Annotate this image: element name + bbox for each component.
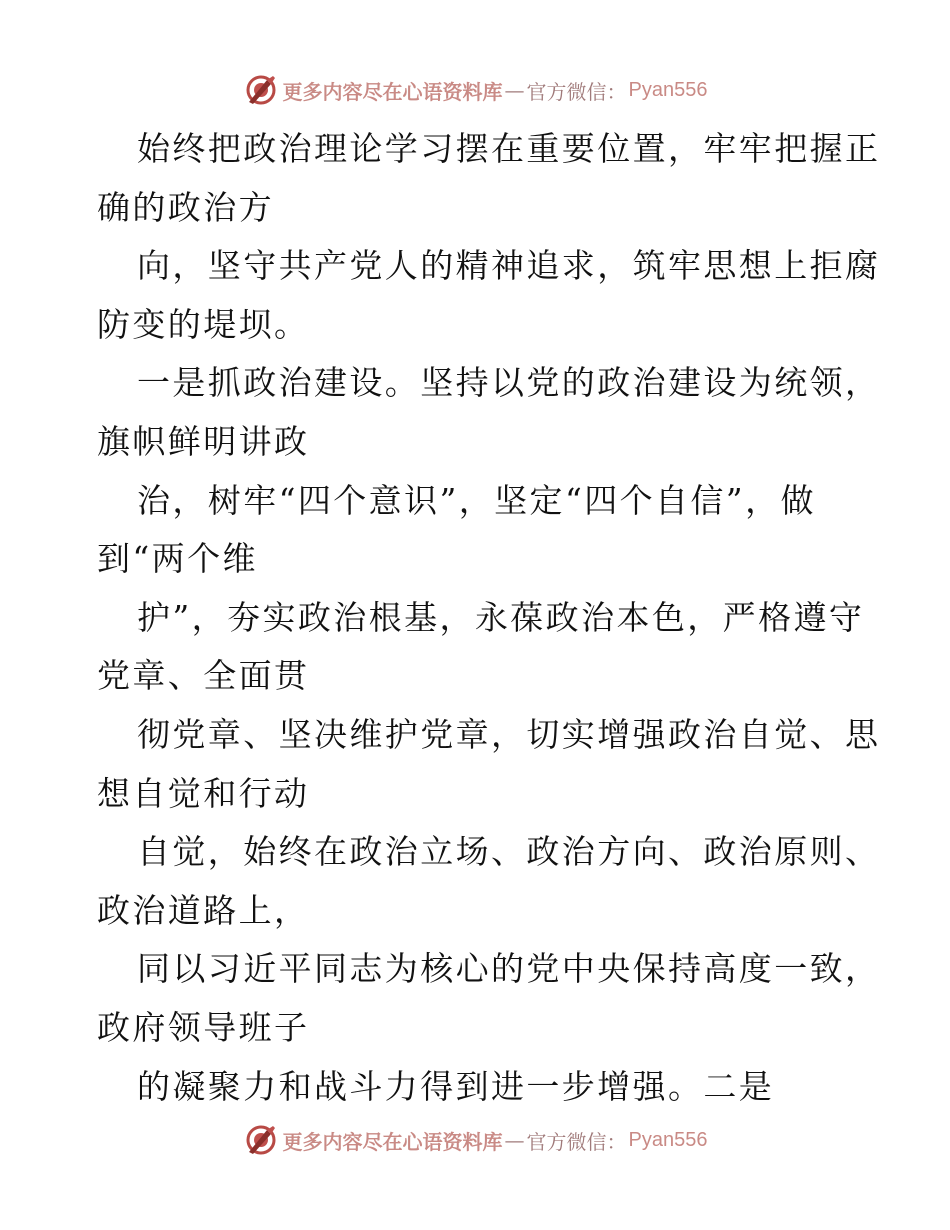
watermark-wechat-id: Pyan556: [628, 1128, 708, 1151]
text-line: 防变的堤坝。: [97, 304, 310, 344]
watermark-title: 更多内容尽在心语资料库: [282, 79, 503, 104]
pen-logo-icon: [243, 1122, 279, 1158]
watermark-wechat-id: Pyan556: [628, 78, 708, 101]
text-line: 政治道路上，: [97, 890, 310, 930]
pen-logo-icon: [243, 72, 279, 108]
text-line: 党章、全面贯: [97, 656, 310, 696]
text-line: 确的政治方: [97, 187, 274, 227]
watermark-wechat-label: 官方微信：: [526, 1129, 627, 1154]
footer-watermark: [0, 1118, 950, 1162]
text-line: 的凝聚力和战斗力得到进一步增强。二是: [137, 1066, 775, 1106]
text-line: 彻党章、坚决维护党章，切实增强政治自觉、思: [137, 714, 881, 754]
text-line: 一是抓政治建设。坚持以党的政治建设为统领，: [137, 363, 881, 403]
text-line: 同以习近平同志为核心的党中央保持高度一致，: [137, 949, 881, 989]
watermark-wechat-label: 官方微信：: [526, 79, 627, 104]
watermark-title: 更多内容尽在心语资料库: [282, 1129, 503, 1154]
text-line: 护”，夯实政治根基，永葆政治本色，严格遵守: [137, 597, 865, 637]
text-line: 旗帜鲜明讲政: [97, 421, 310, 461]
text-line: 政府领导班子: [97, 1007, 310, 1047]
text-line: 自觉，始终在政治立场、政治方向、政治原则、: [137, 832, 881, 872]
watermark-dash: —: [504, 1128, 525, 1152]
text-line: 始终把政治理论学习摆在重要位置，牢牢把握正: [137, 129, 881, 168]
watermark-dash: —: [504, 78, 525, 102]
document-body: [97, 120, 881, 1116]
text-line: 到“两个维: [97, 539, 258, 579]
text-line: 向，坚守共产党人的精神追求，筑牢思想上拒腐: [137, 246, 881, 286]
header-watermark: [0, 68, 950, 112]
text-line: 想自觉和行动: [97, 773, 310, 813]
text-line: 治，树牢“四个意识”，坚定“四个自信”，做: [137, 480, 816, 520]
